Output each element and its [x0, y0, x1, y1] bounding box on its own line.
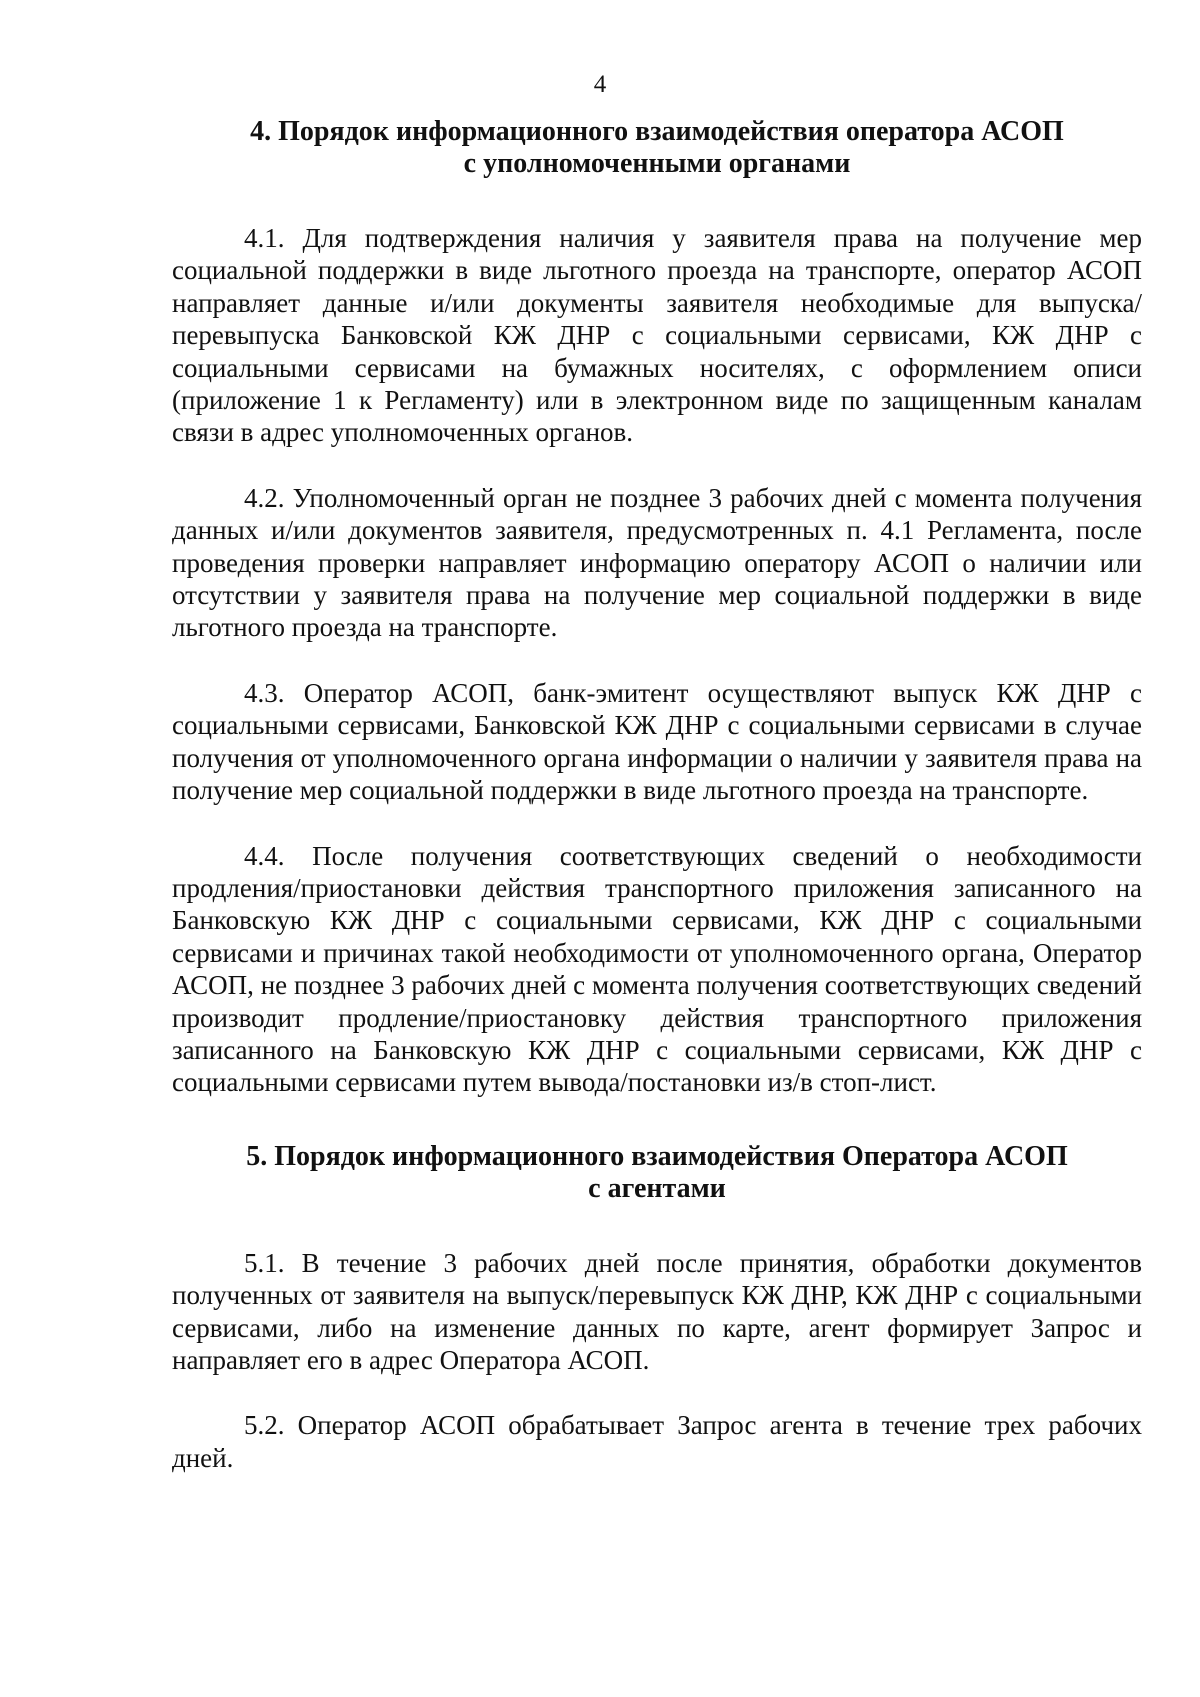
paragraph-4-1: 4.1. Для подтверждения наличия у заявителя права на получение мер социальной поддержки в виде льготного проезда на транспорте, оператор АСОП направляет данные и/или документы заявителя необходимые для выпуска/перевыпуска Банковской КЖ ДНР с социальными сервисами, КЖ ДНР с социальными сервисами на бумажных носителях, с оформлением описи (приложение 1 к Регламенту) или в электронном виде по защищенным каналам связи в адрес уполномоченных органов. [172, 223, 1142, 448]
section-4-heading [172, 116, 1142, 180]
section-5-heading-line-2: с агентами [588, 1172, 726, 1204]
section-5-heading [172, 1141, 1142, 1205]
document-body [172, 116, 1142, 1474]
page-number: 4 [593, 71, 607, 98]
paragraph-4-4: 4.4. После получения соответствующих сведений о необходимости продления/приостановки действия транспортного приложения записанного на Банковскую КЖ ДНР с социальными сервисами, КЖ ДНР с социальными сервисами и причинах такой необходимости от уполномоченного органа, Оператор АСОП, не позднее 3 рабочих дней с момента получения соответствующих сведений производит продление/приостановку действия транспортного приложения записанного на Банковскую КЖ ДНР с социальными сервисами, КЖ ДНР с социальными сервисами путем вывода/постановки из/в стоп-лист. [172, 840, 1142, 1098]
paragraph-5-2: 5.2. Оператор АСОП обрабатывает Запрос агента в течение трех рабочих дней. [172, 1410, 1142, 1473]
paragraph-4-2: 4.2. Уполномоченный орган не позднее 3 рабочих дней с момента получения данных и/или документов заявителя, предусмотренных п. 4.1 Регламента, после проведения проверки направляет информацию оператору АСОП о наличии или отсутствии у заявителя права на получение мер социальной поддержки в виде льготного проезда на транспорте. [172, 482, 1142, 643]
paragraph-4-3: 4.3. Оператор АСОП, банк-эмитент осуществляют выпуск КЖ ДНР с социальными сервисами, Банковской КЖ ДНР с социальными сервисами в случае получения от уполномоченного органа информации о наличии у заявителя права на получение мер социальной поддержки в виде льготного проезда на транспорте. [172, 677, 1142, 806]
section-4-heading-line-2: с уполномоченными органами [463, 148, 851, 179]
section-5-heading-line-1: 5. Порядок информационного взаимодействия Оператора АСОП [246, 1140, 1068, 1172]
paragraph-5-1: 5.1. В течение 3 рабочих дней после принятия, обработки документов полученных от заявителя на выпуск/перевыпуск КЖ ДНР, КЖ ДНР с социальными сервисами, либо на изменение данных по карте, агент формирует Запрос и направляет его в адрес Оператора АСОП. [172, 1247, 1142, 1375]
section-4-heading-line-1: 4. Порядок информационного взаимодействия оператора АСОП [250, 116, 1064, 147]
